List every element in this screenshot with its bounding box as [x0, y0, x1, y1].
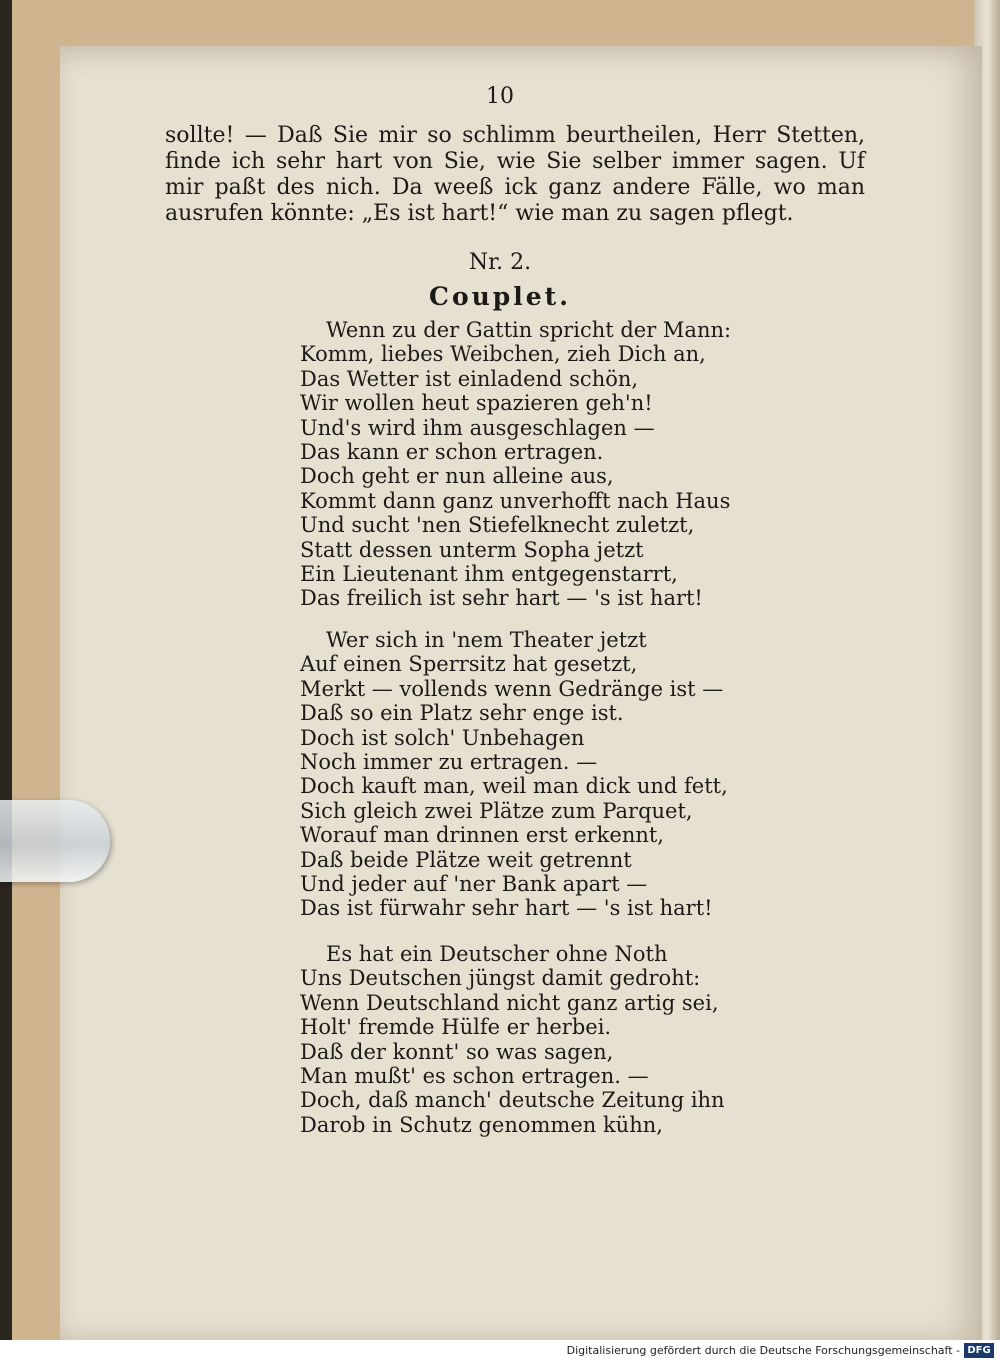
page-clip — [0, 800, 110, 882]
footer-bar — [0, 1340, 1000, 1362]
verse-line: Das Wetter ist einladend schön, — [300, 366, 639, 391]
verse-line: Wer sich in 'nem Theater jetzt — [326, 628, 647, 652]
verse-line: Daß beide Plätze weit getrennt — [300, 847, 632, 872]
verse-line: Merkt — vollends wenn Gedränge ist — — [300, 676, 724, 701]
verse-line: Holt' fremde Hülfe er herbei. — [300, 1015, 612, 1040]
prose-paragraph — [165, 123, 865, 227]
prose-line: finde ich sehr hart von Sie, wie Sie selber immer sagen. Uf — [165, 149, 865, 174]
verse-line: Man mußt' es schon ertragen. — — [300, 1064, 649, 1089]
dfg-logo-icon: DFG — [964, 1343, 994, 1358]
verse-line: Und's wird ihm ausgeschlagen — — [300, 415, 655, 440]
verse — [300, 942, 780, 1137]
verse-line: Auf einen Sperrsitz hat gesetzt, — [300, 652, 638, 677]
verse-line: Kommt dann ganz unverhofft nach Haus — [300, 488, 731, 513]
verse — [300, 318, 780, 611]
verse-line: Statt dessen unterm Sopha jetzt — [300, 537, 644, 562]
verse-line: Das ist fürwahr sehr hart — 's ist hart! — [300, 896, 713, 921]
verse-line: Komm, liebes Weibchen, zieh Dich an, — [300, 342, 706, 367]
verse — [300, 628, 780, 921]
verse-line: Doch, daß manch' deutsche Zeitung ihn — [300, 1088, 725, 1113]
verse-line: Sich gleich zwei Plätze zum Parquet, — [300, 798, 693, 823]
prose-line: mir paßt des nich. Da weeß ick ganz andere Fälle, wo man — [165, 175, 865, 200]
verse-line: Ein Lieutenant ihm entgegenstarrt, — [300, 562, 678, 587]
verse-line: Wir wollen heut spazieren geh'n! — [300, 391, 653, 416]
verse-line: Und sucht 'nen Stiefelknecht zuletzt, — [300, 513, 695, 538]
verse-line: Es hat ein Deutscher ohne Noth — [326, 942, 668, 966]
verse-line: Daß der konnt' so was sagen, — [300, 1039, 614, 1064]
verse-line: Noch immer zu ertragen. — — [300, 750, 598, 775]
song-number: Nr. 2. — [468, 250, 532, 275]
verse-line: Das kann er schon ertragen. — [300, 440, 604, 465]
verse-line: Wenn Deutschland nicht ganz artig sei, — [300, 990, 719, 1015]
verse-line: Wenn zu der Gattin spricht der Mann: — [326, 318, 732, 342]
prose-line: sollte! — Daß Sie mir so schlimm beurtheilen, Herr Stetten, — [165, 123, 865, 148]
song-title: Couplet. — [429, 282, 571, 311]
verse-line: Worauf man drinnen erst erkennt, — [300, 823, 664, 848]
verse-line: Darob in Schutz genommen kühn, — [300, 1112, 663, 1137]
verse-line: Und jeder auf 'ner Bank apart — — [300, 872, 648, 897]
verse-line: Daß so ein Platz sehr enge ist. — [300, 701, 624, 726]
verse-line: Doch ist solch' Unbehagen — [300, 725, 585, 750]
page-number: 10 — [486, 84, 514, 109]
verse-line: Uns Deutschen jüngst damit gedroht: — [300, 966, 701, 991]
footer-credit: Digitalisierung gefördert durch die Deutsche Forschungsgemeinschaft - — [566, 1344, 960, 1357]
prose-line: ausrufen könnte: „Es ist hart!“ wie man zu sagen pflegt. — [165, 201, 794, 226]
verse-line: Doch kauft man, weil man dick und fett, — [300, 774, 728, 799]
verse-line: Das freilich ist sehr hart — 's ist hart! — [300, 586, 703, 611]
verse-line: Doch geht er nun alleine aus, — [300, 464, 614, 489]
